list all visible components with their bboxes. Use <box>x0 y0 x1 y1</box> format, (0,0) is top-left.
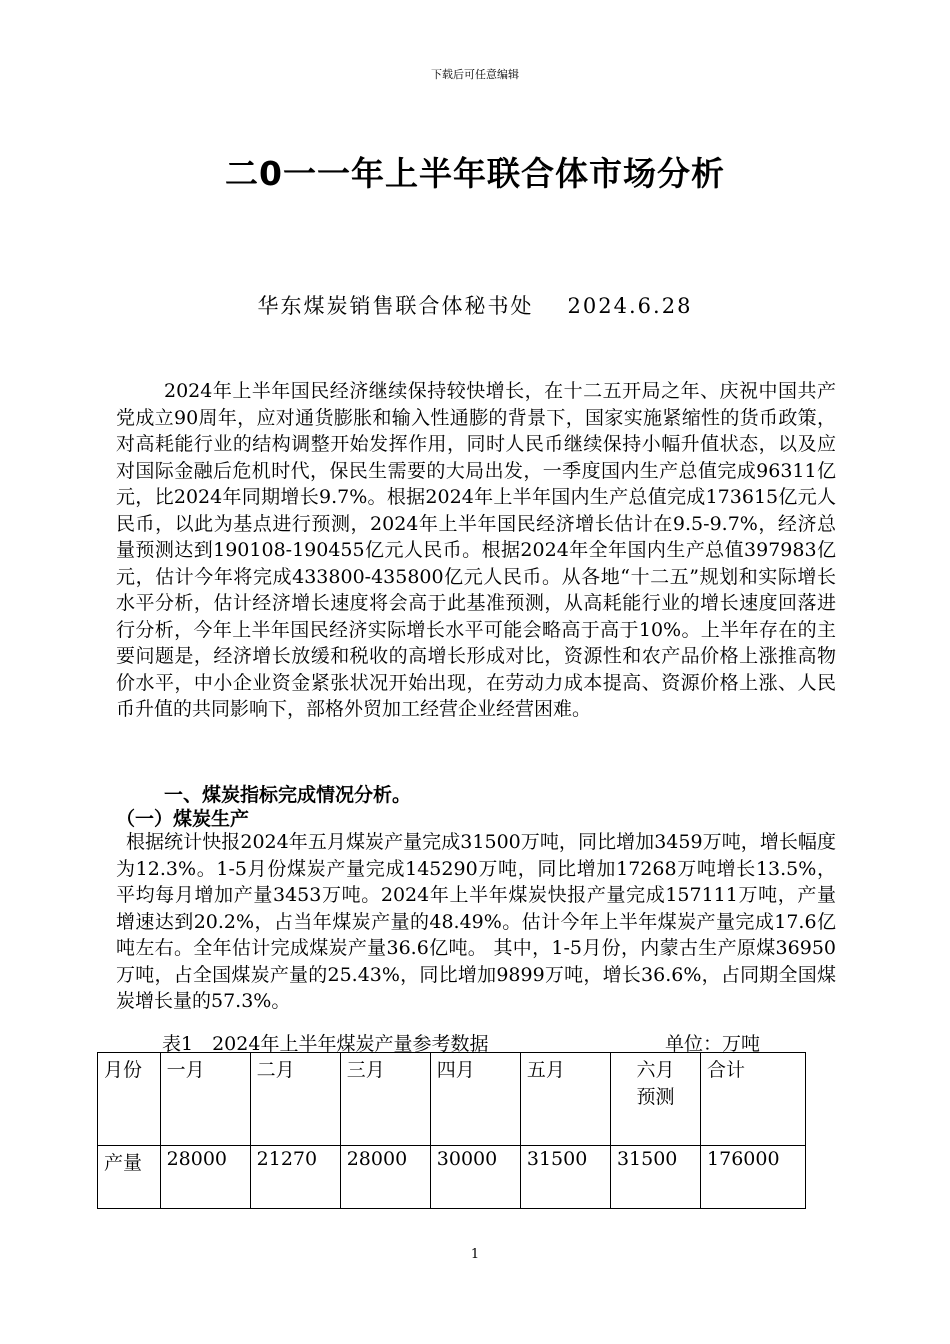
table-cell: 31500 <box>610 1146 700 1209</box>
table-header-cell: 一月 <box>160 1053 250 1146</box>
table-header-cell: 四月 <box>430 1053 520 1146</box>
table-cell: 176000 <box>701 1146 806 1209</box>
table-caption: 表1 2024年上半年煤炭产量参考数据 <box>162 1033 489 1055</box>
header-note: 下载后可任意编辑 <box>431 68 519 81</box>
document-date: 2024.6.28 <box>567 294 693 318</box>
table-header-row <box>98 1053 806 1146</box>
byline <box>0 290 950 320</box>
table-header-cell: 三月 <box>340 1053 430 1146</box>
subsection-heading: （一）煤炭生产 <box>116 808 250 830</box>
table-row-label: 产量 <box>98 1146 161 1209</box>
table-header-cell <box>610 1053 700 1146</box>
table-row <box>98 1146 806 1209</box>
june-forecast-label: 预测 <box>636 1086 675 1108</box>
june-label: 六月 <box>636 1059 675 1081</box>
table-cell: 21270 <box>250 1146 340 1209</box>
document-title: 二0一一年上半年联合体市场分析 <box>225 154 725 193</box>
section-heading: 一、煤炭指标完成情况分析。 <box>164 784 412 806</box>
table-header-cell: 五月 <box>520 1053 610 1146</box>
paragraph-intro: 2024年上半年国民经济继续保持较快增长，在十二五开局之年、庆祝中国共产党成立90周年，应对通货膨胀和输入性通膨的背景下，国家实施紧缩性的货币政策，对高耗能行业的结构调整开始发挥作用，同时人民币继续保持小幅升值状态，以及应对国际金融后危机时代，保民生需要的大局出发，一季度国内生产总值完成96311亿元，比2024年同期增长9.7%。根据2024年上半年国内生产总值完成173615亿元人民币，以此为基点进行预测，2024年上半年国民经济增长估计在9.5-9.7%，经济总量预测达到190108-190455亿元人民币。根据2024年全年国内生产总值397983亿元，估计今年将完成433800-435800亿元人民币。从各地“十二五”规划和实际增长水平分析，估计经济增长速度将会高于此基准预测，从高耗能行业的增长速度回落进行分析，今年上半年国民经济实际增长水平可能会略高于高于10%。上半年存在的主要问题是，经济增长放缓和税收的高增长形成对比，资源性和农产品价格上涨推高物价水平，中小企业资金紧张状况开始出现，在劳动力成本提高、资源价格上涨、人民币升值的共同影响下，部格外贸加工经营企业经营困难。 <box>116 380 836 720</box>
paragraph-coal-production: 根据统计快报2024年五月煤炭产量完成31500万吨，同比增加3459万吨，增长幅度为12.3%。1-5月份煤炭产量完成145290万吨，同比增加17268万吨增长13.5%，平均每月增加产量3453万吨。2024年上半年煤炭快报产量完成157111万吨，产量增速达到20.2%，占当年煤炭产量的48.49%。估计今年上半年煤炭产量完成17.6亿吨左右。全年估计完成煤炭产量36.6亿吨。 其中，1-5月份，内蒙古生产原煤36950万吨，占全国煤炭产量的25.43%，同比增加9899万吨，增长36.6%，占同期全国煤炭增长量的57.3%。 <box>116 831 836 1012</box>
page-number: 1 <box>470 1247 480 1262</box>
table-cell: 28000 <box>340 1146 430 1209</box>
table-header-cell: 合计 <box>701 1053 806 1146</box>
table-cell: 31500 <box>520 1146 610 1209</box>
author: 华东煤炭销售联合体秘书处 <box>257 294 534 318</box>
coal-output-table <box>97 1052 806 1209</box>
table-header-cell: 月份 <box>98 1053 161 1146</box>
table-header-cell: 二月 <box>250 1053 340 1146</box>
table-cell: 30000 <box>430 1146 520 1209</box>
table-cell: 28000 <box>160 1146 250 1209</box>
table-unit: 单位：万吨 <box>665 1033 761 1055</box>
